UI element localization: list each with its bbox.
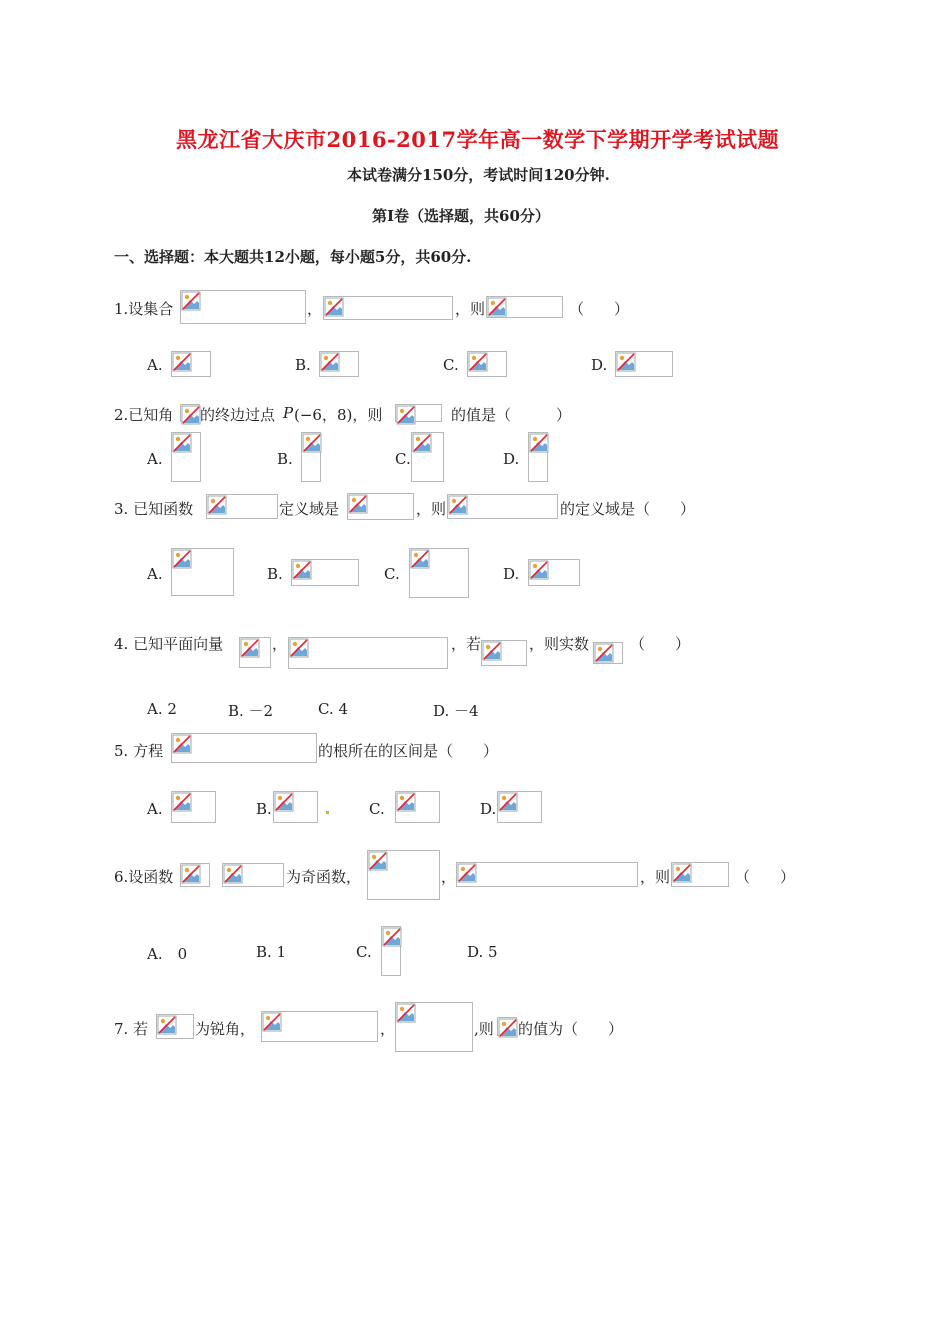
broken-image-icon: [412, 433, 432, 453]
broken-image-icon: [289, 638, 309, 658]
formula-image: [447, 494, 558, 519]
broken-image-icon: [396, 792, 416, 812]
q1-option-d: D.: [591, 356, 608, 374]
option-image: [171, 791, 216, 823]
part-heading: 第Ⅰ卷（选择题，共60分）: [372, 207, 550, 225]
q3-option-a: A.: [147, 565, 163, 583]
formula-image: [180, 404, 200, 422]
option-image: [467, 351, 507, 377]
q2-tail: 的值是（ ）: [451, 406, 572, 424]
q6-lead: 6.设函数: [114, 868, 174, 886]
option-image: [319, 351, 359, 377]
broken-image-icon: [448, 495, 468, 515]
q6-option-a: A. 0: [147, 945, 188, 963]
broken-image-icon: [482, 641, 502, 661]
q7-acute: 为锐角，: [195, 1020, 256, 1038]
q5-option-c: C.: [369, 800, 385, 818]
broken-image-icon: [498, 1018, 518, 1038]
formula-image: [206, 494, 278, 519]
stray-dot: [326, 811, 329, 814]
document-title: 黑龙江省大庆市2016-2017学年高一数学下学期开学考试试题: [176, 127, 780, 152]
q2-option-a: A.: [147, 450, 163, 468]
broken-image-icon: [324, 297, 344, 317]
q3-option-b: B.: [267, 565, 283, 583]
option-image: [528, 432, 548, 482]
q5-option-a: A.: [147, 800, 163, 818]
option-image: [497, 791, 542, 823]
formula-image: [323, 296, 453, 320]
q3-option-c: C.: [384, 565, 400, 583]
formula-image: [456, 862, 638, 887]
broken-image-icon: [672, 863, 692, 883]
formula-image: [593, 642, 623, 664]
formula-image: [497, 1017, 517, 1036]
broken-image-icon: [302, 433, 322, 453]
broken-image-icon: [396, 1003, 416, 1023]
q6-then: ，则: [640, 868, 671, 886]
broken-image-icon: [396, 405, 416, 425]
q4-lead: 4. 已知平面向量: [114, 635, 224, 653]
q1-lead: 1.设集合: [114, 300, 174, 318]
q4-option-a: A. 2: [147, 700, 177, 718]
broken-image-icon: [320, 352, 340, 372]
q2-point: (−6，8)，则: [294, 406, 383, 424]
q4-option-d: D. －4: [433, 702, 479, 720]
q6-option-d: D. 5: [467, 943, 498, 961]
broken-image-icon: [157, 1015, 177, 1035]
formula-image: [671, 862, 729, 887]
q1-option-c: C.: [443, 356, 459, 374]
option-image: [171, 351, 211, 377]
broken-image-icon: [529, 560, 549, 580]
broken-image-icon: [382, 927, 402, 947]
section-heading: 一、选择题：本大题共12小题，每小题5分，共60分.: [114, 248, 472, 266]
q2-lead: 2.已知角: [114, 406, 174, 424]
option-image: [381, 926, 401, 976]
option-image: [411, 432, 444, 482]
q7-tail: 的值为（ ）: [518, 1020, 624, 1038]
q6-option-c: C.: [356, 943, 372, 961]
q7-lead: 7. 若: [114, 1020, 149, 1038]
broken-image-icon: [594, 643, 614, 663]
q6-mid: 为奇函数，: [286, 868, 362, 886]
q1-answer-paren: （ ）: [569, 300, 630, 318]
q4-answer-paren: （ ）: [630, 635, 691, 653]
q2-option-c: C.: [395, 450, 411, 468]
formula-image: [395, 1002, 473, 1052]
q5-option-b: B.: [256, 800, 272, 818]
broken-image-icon: [410, 549, 430, 569]
broken-image-icon: [348, 494, 368, 514]
formula-image: [180, 863, 210, 887]
formula-image: [481, 640, 527, 666]
broken-image-icon: [181, 864, 201, 884]
formula-image: [395, 404, 442, 422]
q4-option-b: B. －2: [228, 702, 274, 720]
broken-image-icon: [172, 792, 192, 812]
formula-image: [171, 733, 317, 763]
broken-image-icon: [529, 433, 549, 453]
exam-info: 本试卷满分150分，考试时间120分钟.: [347, 166, 610, 184]
q5-tail: 的根所在的区间是（ ）: [318, 742, 499, 760]
q3-mid: 定义域是: [279, 500, 340, 518]
broken-image-icon: [616, 352, 636, 372]
broken-image-icon: [368, 851, 388, 871]
broken-image-icon: [487, 297, 507, 317]
broken-image-icon: [172, 433, 192, 453]
formula-image: [156, 1014, 194, 1039]
broken-image-icon: [262, 1012, 282, 1032]
q6-answer-paren: （ ）: [735, 868, 796, 886]
broken-image-icon: [172, 734, 192, 754]
option-image: [409, 548, 469, 598]
q3-tail: 的定义域是（ ）: [560, 500, 696, 518]
q5-lead: 5. 方程: [114, 742, 164, 760]
q1-option-b: B.: [295, 356, 311, 374]
q7-then: ,则: [474, 1020, 494, 1038]
q2-option-d: D.: [503, 450, 520, 468]
q3-option-d: D.: [503, 565, 520, 583]
broken-image-icon: [468, 352, 488, 372]
q1-then: ，则: [455, 300, 486, 318]
option-image: [528, 559, 580, 586]
q3-lead: 3. 已知函数: [114, 500, 194, 518]
broken-image-icon: [292, 560, 312, 580]
option-image: [395, 791, 440, 823]
formula-image: [347, 493, 414, 520]
broken-image-icon: [172, 352, 192, 372]
formula-image: [222, 863, 284, 887]
q4-option-c: C. 4: [318, 700, 349, 718]
formula-image: [180, 290, 306, 324]
q2-point-letter: P: [283, 404, 294, 422]
q7-comma: ，: [380, 1020, 396, 1038]
broken-image-icon: [181, 291, 201, 311]
q2-option-b: B.: [277, 450, 293, 468]
formula-image: [239, 637, 271, 668]
q4-comma: ，: [272, 635, 288, 653]
q3-then: ，则: [416, 500, 447, 518]
option-image: [273, 791, 318, 823]
broken-image-icon: [172, 549, 192, 569]
option-image: [291, 559, 359, 586]
broken-image-icon: [207, 495, 227, 515]
q6-option-b: B. 1: [256, 943, 287, 961]
option-image: [171, 432, 201, 482]
broken-image-icon: [457, 863, 477, 883]
broken-image-icon: [181, 405, 201, 425]
broken-image-icon: [274, 792, 294, 812]
broken-image-icon: [240, 638, 260, 658]
q6-comma: ，: [441, 868, 457, 886]
q1-comma: ，: [307, 300, 323, 318]
option-image: [615, 351, 673, 377]
q2-mid: 的终边过点: [200, 406, 276, 424]
broken-image-icon: [498, 792, 518, 812]
option-image: [301, 432, 321, 482]
q5-option-d: D.: [480, 800, 497, 818]
formula-image: [261, 1011, 378, 1042]
broken-image-icon: [223, 864, 243, 884]
formula-image: [486, 296, 563, 318]
q4-if: ，若: [451, 635, 482, 653]
q1-option-a: A.: [147, 356, 163, 374]
option-image: [171, 548, 234, 596]
q4-then: ，则实数: [529, 635, 590, 653]
formula-image: [367, 850, 440, 900]
formula-image: [288, 637, 448, 669]
